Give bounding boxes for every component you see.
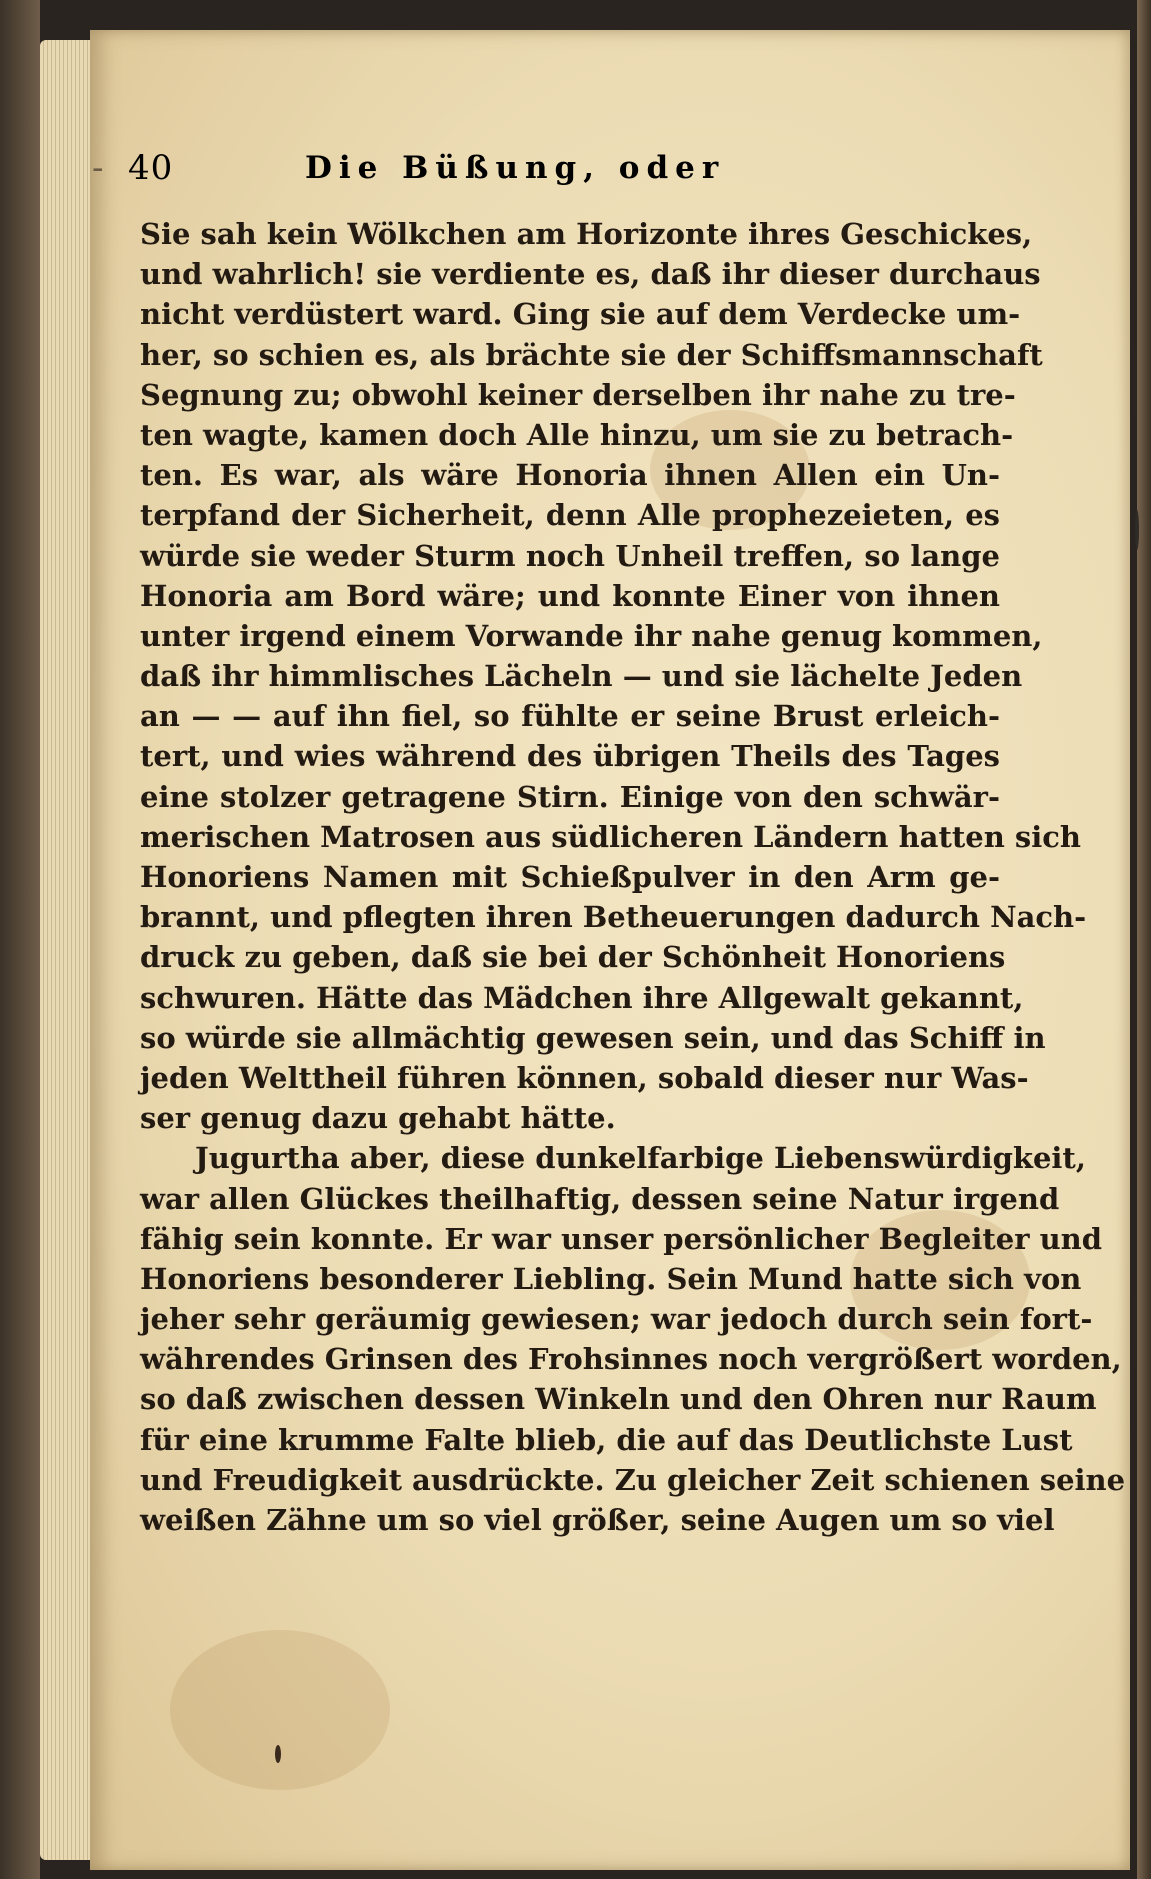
text-line: für eine krumme Falte blieb, die auf das Deutlichste Lust xyxy=(140,1422,1073,1457)
text-line: eine stolzer getragene Stirn. Einige von den schwär- xyxy=(140,779,1000,814)
book-cover-edge-right xyxy=(1137,0,1151,1879)
text-line: nicht verdüstert ward. Ging sie auf dem Verdecke um- xyxy=(140,297,1021,332)
text-line: ser genug dazu gehabt hätte. xyxy=(140,1101,616,1136)
text-line: Honoriens besonderer Liebling. Sein Mund hatte sich von xyxy=(140,1261,1082,1296)
text-line: terpfand der Sicherheit, denn Alle prophezeieten, es xyxy=(140,498,1000,533)
paper-stain xyxy=(170,1630,390,1790)
text-line: brannt, und pflegten ihren Betheuerungen dadurch Nach- xyxy=(140,900,1087,935)
text-line: und Freudigkeit ausdrückte. Zu gleicher Zeit schienen seine xyxy=(140,1462,1126,1497)
text-line: und wahrlich! sie verdiente es, daß ihr dieser durchaus xyxy=(140,257,1041,292)
text-line: ten. Es war, als wäre Honoria ihnen Allen ein Un- xyxy=(140,458,1000,493)
text-line: fähig sein konnte. Er war unser persönlicher Begleiter und xyxy=(140,1221,1103,1256)
ink-speck xyxy=(1135,510,1139,550)
text-line: merischen Matrosen aus südlicheren Ländern hatten sich xyxy=(140,819,1081,854)
page-number: 40 xyxy=(128,148,174,188)
text-line: weißen Zähne um so viel größer, seine Augen um so viel xyxy=(140,1503,1055,1537)
text-line: daß ihr himmlisches Lächeln — und sie lächelte Jeden xyxy=(140,659,1023,694)
text-line: jeher sehr geräumig gewiesen; war jedoch durch sein fort- xyxy=(140,1302,1093,1337)
paragraph-1 xyxy=(140,214,1087,1138)
text-line: währendes Grinsen des Frohsinnes noch vergrößert worden, xyxy=(140,1342,1122,1377)
book-cover-edge-left xyxy=(0,0,40,1879)
text-line: so würde sie allmächtig gewesen sein, und das Schiff in xyxy=(140,1020,1046,1055)
text-line: unter irgend einem Vorwande ihr nahe genug kommen, xyxy=(140,618,1043,653)
text-line: druck zu geben, daß sie bei der Schönheit Honoriens xyxy=(140,940,1006,975)
text-line: jeden Welttheil führen können, sobald dieser nur Was- xyxy=(140,1060,1029,1095)
text-line: würde sie weder Sturm noch Unheil treffen, so lange xyxy=(140,538,1000,573)
text-line: Honoriens Namen mit Schießpulver in den Arm ge- xyxy=(140,860,1000,894)
running-head: Die Büßung, oder xyxy=(305,150,726,186)
text-line: so daß zwischen dessen Winkeln und den Ohren nur Raum xyxy=(140,1382,1097,1417)
text-line: Honoria am Bord wäre; und konnte Einer von ihnen xyxy=(140,578,1000,613)
text-line: war allen Glückes theilhaftig, dessen seine Natur irgend xyxy=(140,1181,1060,1216)
text-line: Segnung zu; obwohl keiner derselben ihr nahe zu tre- xyxy=(140,377,1016,412)
ink-speck xyxy=(275,1745,281,1763)
text-line: Jugurtha aber, diese dunkelfarbige Liebenswürdigkeit, xyxy=(195,1141,1086,1176)
paragraph-2 xyxy=(140,1138,1126,1540)
text-line: schwuren. Hätte das Mädchen ihre Allgewalt gekannt, xyxy=(140,980,1024,1015)
margin-dash: - xyxy=(92,148,104,188)
text-line: tert, und wies während des übrigen Theils des Tages xyxy=(140,739,1000,774)
text-line: an — — auf ihn fiel, so fühlte er seine Brust erleich- xyxy=(140,699,1000,734)
text-line: Sie sah kein Wölkchen am Horizonte ihres Geschickes, xyxy=(140,217,1033,251)
body-text xyxy=(140,214,1126,1540)
text-line: ten wagte, kamen doch Alle hinzu, um sie zu betrach- xyxy=(140,417,1014,452)
text-line: her, so schien es, als brächte sie der Schiffsmannschaft xyxy=(140,337,1043,372)
